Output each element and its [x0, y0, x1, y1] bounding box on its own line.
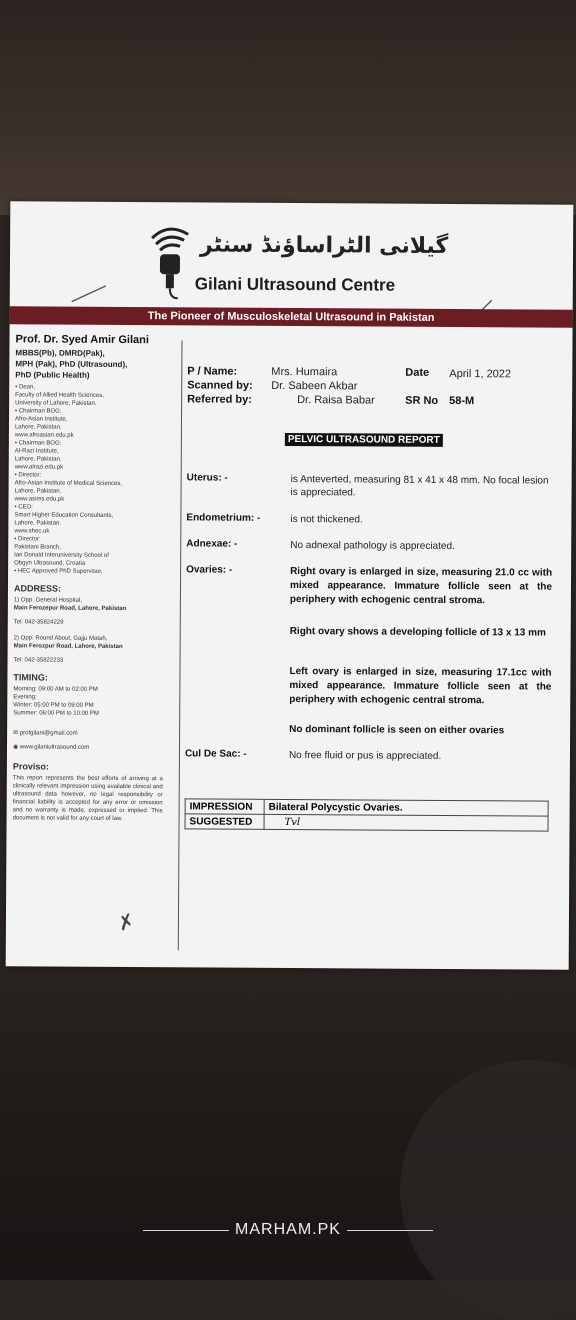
ovary-finding-4: No dominant follicle is seen on either ovaries: [289, 724, 505, 737]
doctor-role-line: Al-Razi Institute,: [14, 448, 59, 455]
scanned-by: Dr. Sabeen Akbar: [271, 379, 358, 393]
timing-details: Morning: 09:00 AM to 02:00 PM Evening: Winter: 05:00 PM to 09:00 PM Summer: 06:00 PM to 10:00 PM: [13, 686, 99, 717]
patient-name-label: P / Name:: [187, 365, 238, 378]
doctor-role-line: www.shec.uk: [14, 528, 50, 535]
doctor-role-line: www.afroasian.edu.pk: [14, 432, 74, 439]
doctor-role-line: • Chairman BOG:: [15, 408, 62, 415]
globe-icon: ◉: [12, 744, 19, 751]
column-divider: [178, 340, 183, 950]
suggested-row: [185, 814, 548, 831]
tagline-banner: The Pioneer of Musculoskeletal Ultrasound in Pakistan: [10, 306, 573, 327]
doctor-role-line: • HEC Approved PhD Supervisor.: [14, 568, 103, 575]
timing-heading: TIMING:: [13, 672, 48, 683]
suggested-value: Tvl: [264, 814, 548, 831]
ovary-finding-3: Left ovary is enlarged in size, measuring 17.1cc with mixed appearance. Immature follicle seen at the periphery with echogenic central stroma.: [289, 666, 552, 707]
endometrium-label: Endometrium: -: [186, 512, 261, 524]
sr-no: 58-M: [449, 394, 475, 408]
patient-name: Mrs. Humaira: [271, 365, 338, 379]
ovary-finding-2: Right ovary shows a developing follicle of 13 x 13 mm: [289, 626, 546, 639]
doctor-role-line: Pakistani Branch,: [14, 544, 61, 551]
doctor-sidebar: [13, 333, 178, 823]
doctor-role-line: Afro-Asian Institute,: [14, 416, 68, 423]
watermark-footer: [0, 1218, 576, 1242]
contact-email[interactable]: ✉ profgilani@gmail.com: [13, 730, 78, 737]
doctor-role-line: • CEO:: [14, 504, 33, 511]
uterus-label: Uterus: -: [186, 472, 228, 484]
doctor-role-line: Lahore, Pakistan.: [14, 520, 62, 527]
cul-de-sac-finding: No free fluid or pus is appreciated.: [288, 750, 442, 762]
proviso-heading: Proviso:: [12, 761, 49, 772]
scanned-by-label: Scanned by:: [187, 379, 253, 392]
adnexae-finding: No adnexal pathology is appreciated.: [290, 540, 455, 553]
impression-value: Bilateral Polycystic Ovaries.: [264, 799, 548, 816]
referred-by-label: Referred by:: [187, 393, 252, 406]
suggested-label: SUGGESTED: [185, 814, 264, 829]
doctor-role-line: Faculty of Allied Health Sciences,: [15, 392, 104, 399]
sr-no-label: SR No: [405, 394, 439, 407]
contact-website[interactable]: ◉ www.gilaniultrasound.com: [12, 744, 90, 751]
ovary-finding-1: Right ovary is enlarged in size, measuring 21.0 cc with mixed appearance. Immature follicle seen at the periphery with echogenic central stroma.: [289, 566, 553, 607]
cul-de-sac-label: Cul De Sac: -: [184, 748, 247, 760]
doctor-role-line: • Director:: [14, 472, 42, 479]
footer-line-right: [347, 1230, 433, 1231]
doctor-role-line: Ian Donald Interuniversity School of: [14, 552, 109, 559]
doctor-role-line: • Chairman BOG:: [14, 440, 62, 447]
doctor-name: Prof. Dr. Syed Amir Gilani: [15, 333, 150, 347]
mail-icon: ✉: [13, 730, 19, 737]
doctor-role-line: University of Lahore, Pakistan.: [15, 400, 97, 407]
date-label: Date: [405, 366, 430, 379]
footer-line-left: [143, 1230, 229, 1231]
marham-brand: MARHAM.PK: [235, 1221, 341, 1238]
ultrasound-probe-logo-icon: [148, 224, 192, 300]
proviso-text: This report represents the best efforts of arriving at a clinically relevant impression using available clinical and ultrasound data however, no legal responsibility or financial liability is accepted for any error or omission and no warranty is made, expressed or implied. This document is not valid for any court of law.: [12, 775, 163, 822]
adnexae-label: Adnexae: -: [186, 538, 238, 550]
doctor-role-line: Smart Higher Education Consultants,: [14, 512, 114, 519]
address-heading: ADDRESS:: [13, 583, 62, 594]
impression-label: IMPRESSION: [185, 799, 264, 814]
report-title: PELVIC ULTRASOUND REPORT: [285, 433, 443, 447]
doctor-roles: [14, 383, 177, 576]
doctor-qualifications: MBBS(Pb), DMRD(Pak), MPH (Pak), PhD (Ultrasound), PhD (Public Health): [15, 348, 128, 380]
doctor-role-line: Lahore, Pakistan.: [14, 488, 62, 495]
logo-title: Gilani Ultrasound Centre: [194, 274, 396, 295]
doctor-role-line: • Dean,: [15, 384, 36, 391]
doctor-role-line: Lahore, Pakistan.: [14, 456, 62, 463]
referred-by: Dr. Raisa Babar: [297, 394, 375, 407]
endometrium-finding: is not thickened.: [290, 514, 363, 526]
background-top: [0, 0, 576, 215]
doctor-role-line: Obgyn Ultrasound, Croatia: [14, 560, 86, 567]
logo-urdu-text: گیلانی الٹراساؤنڈ سنٹر: [200, 232, 449, 259]
report-date: April 1, 2022: [449, 367, 512, 381]
uterus-finding: is Anteverted, measuring 81 x 41 x 48 mm. No focal lesion is appreciated.: [290, 474, 549, 499]
doctor-role-line: www.alrazi.edu.pk: [14, 464, 64, 471]
pen-mark-icon: [70, 284, 110, 304]
address-2: 2) Opp. Round About, Gajju Matah, Main Ferozpur Road, Lahore, Pakistan Tel: 042-35822233: [13, 635, 123, 664]
ovaries-label: Ovaries: -: [186, 564, 233, 576]
report-paper: [6, 201, 574, 969]
impression-table: [185, 798, 549, 831]
doctor-role-line: Lahore, Pakistan.: [14, 424, 62, 431]
signature-mark-icon: ✗: [115, 909, 138, 937]
doctor-role-line: www.asims.edu.pk: [14, 496, 65, 503]
doctor-role-line: • Director:: [14, 536, 41, 543]
address-1: 1) Opp. General Hospital, Main Ferozepur Road, Lahore, Pakistan Tel: 042-35824229: [13, 597, 127, 626]
doctor-role-line: Afro-Asian Institute of Medical Sciences,: [14, 480, 123, 487]
